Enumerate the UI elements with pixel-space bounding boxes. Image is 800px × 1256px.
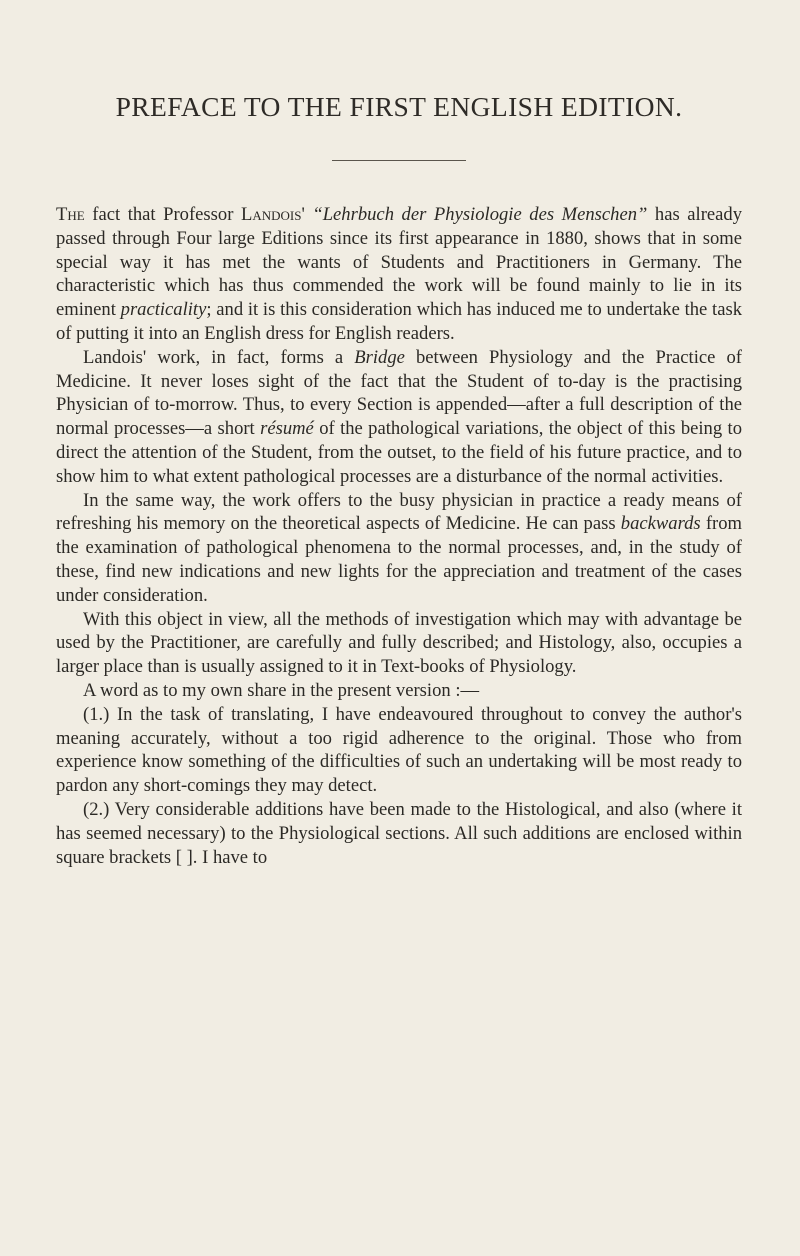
author-name: Landois' <box>240 204 305 225</box>
paragraph-5: A word as to my own share in the present version :— <box>83 679 480 701</box>
emphasis-bridge: Bridge <box>354 346 405 368</box>
emphasis-resume: résumé <box>260 418 314 440</box>
paragraph-6: (1.) In the task of translating, I have endeavoured throughout to convey the author's meaning accurately, without a too rigid adherence to the original. Those who from experience know something of the difficulties of such an undertaking will be most ready to pardon any short-comings they may detect. <box>56 703 742 797</box>
emphasis-practicality: practicality <box>120 299 207 321</box>
title-divider-rule <box>332 160 466 161</box>
paragraph-2: Landois' work, in fact, forms a Bridge between Physiology and the Practice of Medicine. It never loses sight of the fact that the Student of to-day is the practising Physician of to-morrow. Thus, to every Section is appended—after a full description of the normal processes—a short résumé of the pathological variations, the object of this being to direct the attention of the Student, from the outset, to the field of his future practice, and to show him to what extent pathological processes are a disturbance of the normal activities. <box>56 346 742 487</box>
paragraph-1: The fact that Professor Landois' “Lehrbuch der Physiologie des Menschen” has already passed through Four large Editions since its first appearance in 1880, shows that in some special way it has met the wants of Students and Practitioners in Germany. The characteristic which has thus commended the work will be found mainly to lie in its eminent practicality; and it is this consideration which has induced me to undertake the task of putting it into an English dress for English readers. <box>56 204 743 344</box>
paragraph-3: In the same way, the work offers to the busy physician in practice a ready means of refreshing his memory on the theoretical aspects of Medicine. He can pass backwards from the examination of pathological phenomena to the normal processes, and, in the study of these, find new indications and new lights for the appreciation and treatment of the cases under consideration. <box>56 489 742 606</box>
lead-word: The <box>56 204 85 225</box>
emphasis-backwards: backwards <box>620 513 701 535</box>
preface-body <box>56 203 742 869</box>
book-title: “Lehrbuch der Physiologie des Menschen” <box>312 204 648 225</box>
paragraph-4: With this object in view, all the methods of investigation which may with advantage be used by the Practitioner, are carefully and fully described; and Histology, also, occupies a larger place than is usually assigned to it in Text-books of Physiology. <box>56 608 742 678</box>
paragraph-7: (2.) Very considerable additions have been made to the Histological, and also (where it has seemed necessary) to the Physiological sections. All such additions are enclosed within square brackets [ ]. I have to <box>56 798 742 868</box>
page-title: PREFACE TO THE FIRST ENGLISH EDITION. <box>115 91 683 122</box>
